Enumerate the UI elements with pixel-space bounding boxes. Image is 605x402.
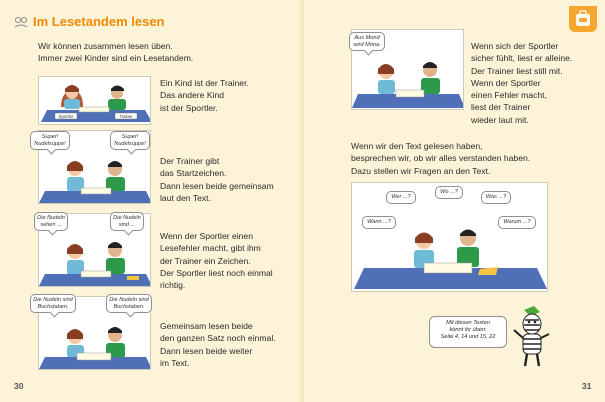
text-line: laut den Text. bbox=[160, 192, 211, 203]
question-bubble-wo: Wo ...? bbox=[435, 186, 463, 199]
left-page bbox=[0, 0, 302, 402]
text-line: Gemeinsam lesen beide bbox=[160, 321, 253, 331]
text-line: Wenn der Sportler einen bbox=[160, 231, 253, 241]
text-line: im Text. bbox=[160, 357, 190, 368]
text-line: Das andere Kind bbox=[160, 90, 225, 101]
bubble-line: sind ... bbox=[118, 221, 136, 228]
question-bubble-was: Was ...? bbox=[481, 191, 511, 204]
bubble-line: Die Nudeln bbox=[37, 215, 65, 221]
page-number-right: 31 bbox=[582, 381, 592, 391]
practice-reference-box bbox=[429, 316, 507, 348]
text-line: besprechen wir, ob wir alles verstanden haben. bbox=[351, 153, 531, 164]
text-line: ist der Sportler. bbox=[160, 102, 218, 113]
text-line: sicher fühlt, liest er alleine. bbox=[471, 53, 573, 64]
text-line: wieder laut mit. bbox=[471, 114, 529, 125]
text-line: den ganzen Satz noch einmal. bbox=[160, 333, 276, 344]
text-line: Der Trainer gibt bbox=[160, 156, 220, 166]
text-line: liest der Trainer bbox=[471, 102, 531, 113]
text-line: richtig. bbox=[160, 280, 186, 291]
text-line: einen Fehler macht, bbox=[471, 90, 547, 101]
text-line: Dazu stellen wir Fragen an den Text. bbox=[351, 165, 491, 176]
text-line: der Trainer ein Zeichen. bbox=[160, 255, 251, 266]
speech-bubble bbox=[349, 32, 385, 51]
backpack-icon bbox=[574, 10, 592, 27]
text-line: Der Sportler liest noch einmal bbox=[160, 267, 273, 278]
right-panel1-text bbox=[471, 40, 572, 126]
reference-line: Mit diesen Texten bbox=[446, 320, 490, 326]
discussion-text bbox=[351, 140, 530, 177]
page-number-left: 30 bbox=[14, 381, 24, 391]
panel1-text bbox=[160, 77, 249, 114]
question-bubble-warum: Warum ...? bbox=[498, 216, 536, 229]
text-line: Wenn sich der Sportler bbox=[471, 41, 559, 51]
panel4-text bbox=[160, 320, 276, 369]
panel3-text bbox=[160, 230, 273, 291]
speech-bubble-left bbox=[30, 294, 76, 313]
text-line: Wenn wir den Text gelesen haben, bbox=[351, 141, 483, 151]
bubble-line: Nudelsuppe! bbox=[34, 140, 66, 147]
bubble-line: Super! bbox=[41, 134, 59, 140]
bubble-line: Die Nudeln bbox=[113, 215, 141, 221]
desk-label-trainer: Trainer bbox=[119, 114, 133, 119]
bubble-line: Aus Mond bbox=[354, 35, 380, 41]
bubble-line: Buchstaben. bbox=[113, 303, 145, 310]
section-heading bbox=[14, 14, 165, 29]
bubble-line: wird Mona. bbox=[353, 41, 381, 48]
zebra-mascot-icon bbox=[512, 306, 552, 368]
bubble-line: Nudelsuppe! bbox=[114, 140, 146, 147]
reference-line: könnt ihr üben: bbox=[449, 326, 487, 333]
question-bubble-wann: Wann ...? bbox=[362, 216, 396, 229]
page-title: Im Lesetandem lesen bbox=[33, 14, 165, 29]
question-bubble-wer: Wer ...? bbox=[386, 191, 416, 204]
book-tandem-icon bbox=[14, 15, 28, 29]
bookmark-badge bbox=[569, 6, 597, 32]
text-line: Der Trainer liest still mit. bbox=[471, 65, 563, 76]
desk-label-athlete: Sportler bbox=[58, 114, 74, 119]
speech-bubble-right bbox=[106, 294, 152, 313]
speech-bubble-right bbox=[110, 131, 150, 150]
speech-bubble-right bbox=[110, 212, 144, 231]
illustration-trainer-athlete bbox=[38, 76, 151, 125]
text-line: Lesefehler macht, gibt ihm bbox=[160, 243, 261, 254]
bubble-line: Die Nudeln sind bbox=[109, 297, 149, 303]
text-line: Ein Kind ist der Trainer. bbox=[160, 78, 249, 88]
bubble-line: Buchstaben. bbox=[37, 303, 69, 310]
intro-text bbox=[38, 40, 193, 65]
right-page bbox=[302, 0, 605, 402]
intro-line: Wir können zusammen lesen üben. bbox=[38, 41, 173, 51]
text-line: Dann lesen beide gemeinsam bbox=[160, 180, 274, 191]
text-line: Dann lesen beide weiter bbox=[160, 345, 253, 356]
text-line: Wenn der Sportler bbox=[471, 77, 541, 88]
bubble-line: sehen ... bbox=[40, 221, 62, 228]
bubble-line: Die Nudeln sind bbox=[33, 297, 73, 303]
panel2-text bbox=[160, 155, 274, 204]
text-line: das Startzeichen. bbox=[160, 168, 227, 179]
reference-line: Seite 4, 14 und 15, 22 bbox=[440, 333, 496, 340]
intro-line: Immer zwei Kinder sind ein Lesetandem. bbox=[38, 53, 194, 64]
speech-bubble-left bbox=[30, 131, 70, 150]
bubble-line: Super! bbox=[121, 134, 139, 140]
speech-bubble-left bbox=[34, 212, 68, 231]
